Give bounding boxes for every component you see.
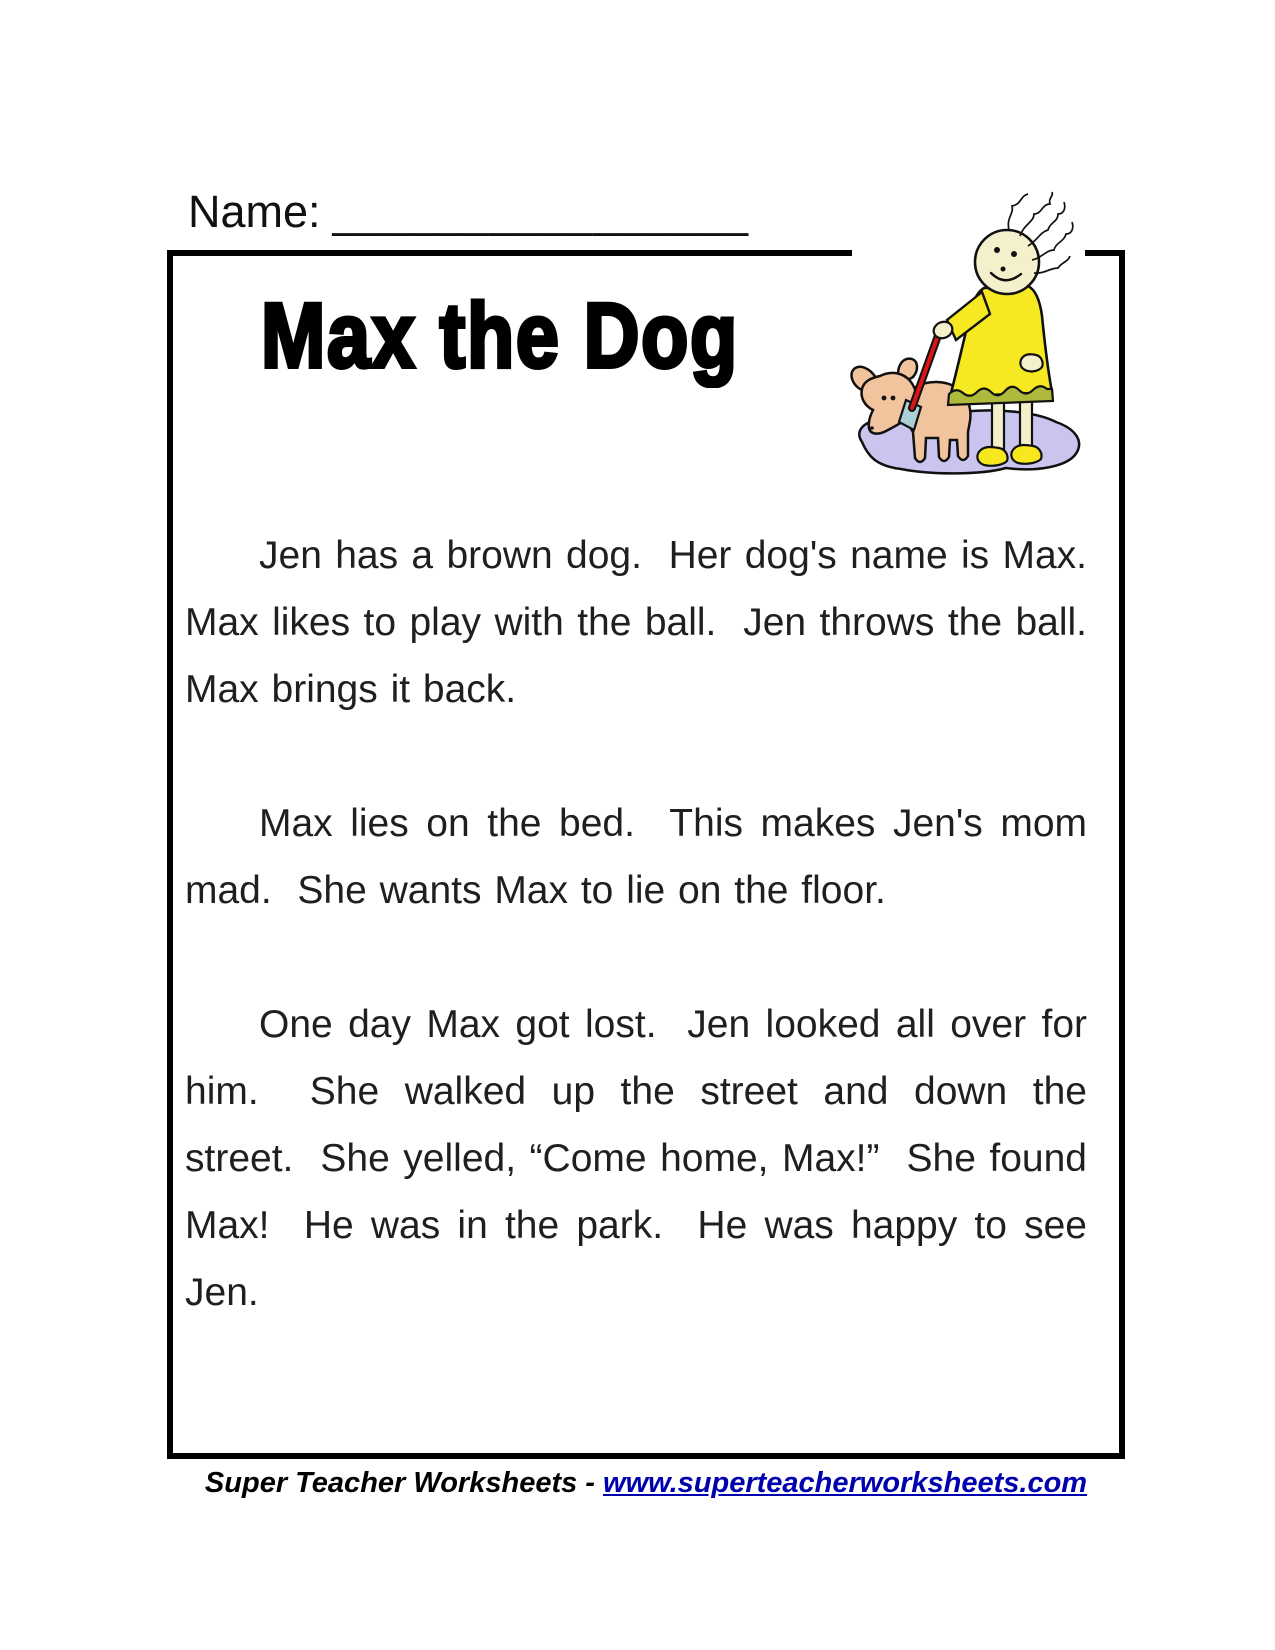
name-blank-line[interactable]: ________________ <box>332 186 749 237</box>
story-paragraph: One day Max got lost. Jen looked all over for him. She walked up the street and down the street. She yelled, “Come home, Max!” She found Max! He was in the park. He was happy to see Jen. <box>185 1003 1100 1314</box>
girl-eye <box>1011 251 1017 257</box>
girl-eye <box>994 247 1000 253</box>
dog-eye <box>882 396 887 401</box>
girl-hand <box>1020 354 1042 371</box>
name-label: Name: <box>188 186 321 237</box>
story-title: Max the Dog <box>261 285 739 387</box>
name-row <box>188 186 749 238</box>
story-text <box>185 522 1113 1393</box>
girl-head <box>975 230 1039 294</box>
girl-shoe <box>977 447 1007 466</box>
dog-eye <box>891 396 896 401</box>
story-paragraph: Jen has a brown dog. Her dog's name is Max. Max likes to play with the ball. Jen throws the ball. Max brings it back. <box>185 534 1113 711</box>
footer-link[interactable]: www.superteacherworksheets.com <box>603 1467 1088 1499</box>
story-paragraph: Max lies on the bed. This makes Jen's mom mad. She wants Max to lie on the floor. <box>185 802 1100 912</box>
girl-walking-dog-illustration <box>800 170 1085 475</box>
dog-nose <box>870 426 874 430</box>
girl-nose <box>1001 267 1006 272</box>
girl-shoe <box>1011 445 1041 464</box>
footer <box>167 1467 1125 1500</box>
footer-brand-text: Super Teacher Worksheets - <box>204 1467 604 1499</box>
